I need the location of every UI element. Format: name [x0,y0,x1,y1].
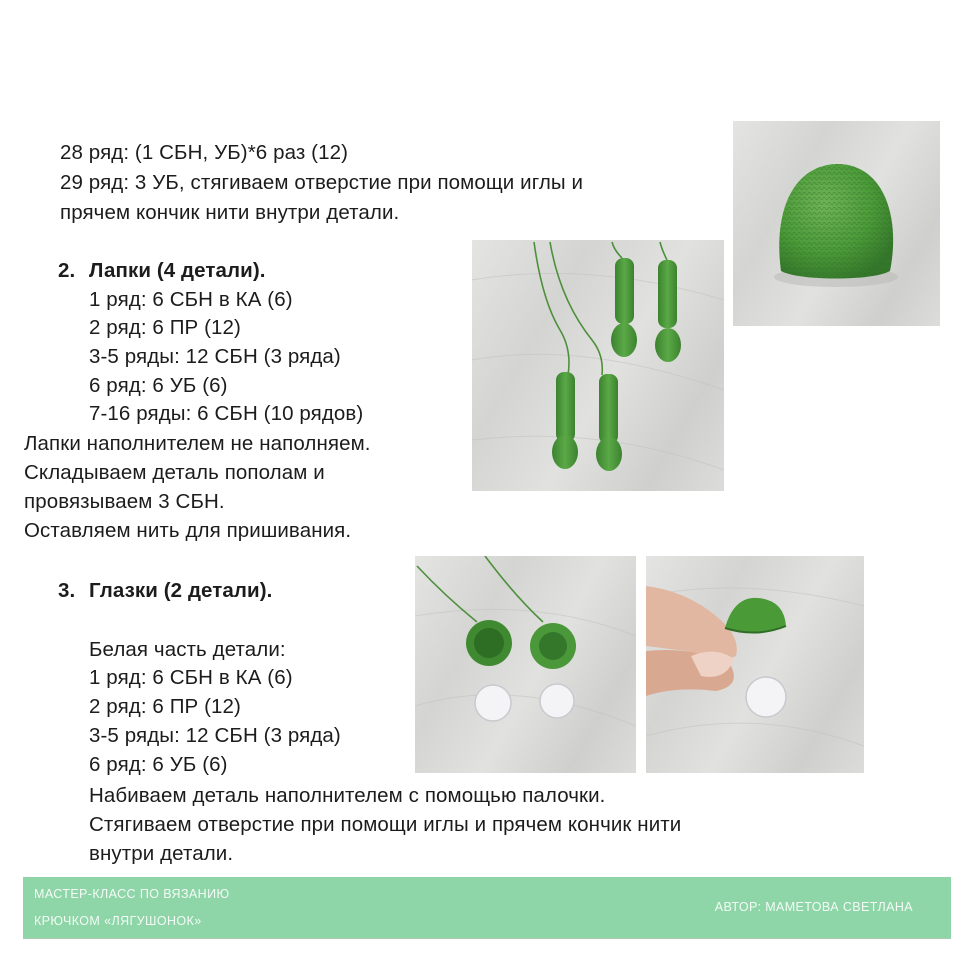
section3-row-4: 6 ряд: 6 УБ (6) [89,753,228,776]
photo-eye-parts [415,556,636,773]
section3-row-3: 3-5 ряды: 12 СБН (3 ряда) [89,724,341,747]
section2-row-2: 2 ряд: 6 ПР (12) [89,316,241,339]
section2-row-5: 7-16 ряды: 6 СБН (10 рядов) [89,402,364,425]
section3-title: Глазки (2 детали). [89,579,273,602]
intro-line-3: прячем кончик нити внутри детали. [60,201,400,224]
section3-note-2: Стягиваем отверстие при помощи иглы и прячем кончик нити [89,813,682,836]
intro-line-2: 29 ряд: 3 УБ, стягиваем отверстие при помощи иглы и [60,171,584,194]
section3-row-2: 2 ряд: 6 ПР (12) [89,695,241,718]
section2-number: 2. [58,259,76,282]
section2-row-3: 3-5 ряды: 12 СБН (3 ряда) [89,345,341,368]
section2-note-2: Складываем деталь пополам и [24,461,325,484]
section2-note-3: провязываем 3 СБН. [24,490,225,513]
section3-number: 3. [58,579,76,602]
section2-title: Лапки (4 детали). [89,259,266,282]
footer-series-line-1: МАСТЕР-КЛАСС ПО ВЯЗАНИЮ [34,887,230,901]
section2-row-4: 6 ряд: 6 УБ (6) [89,374,228,397]
section2-row-1: 1 ряд: 6 СБН в КА (6) [89,288,293,311]
section3-row-1: 1 ряд: 6 СБН в КА (6) [89,666,293,689]
section2-note-1: Лапки наполнителем не наполняем. [24,432,371,455]
section2-note-4: Оставляем нить для пришивания. [24,519,352,542]
photo-legs [472,240,724,491]
photo-eye-in-hand [646,556,864,773]
section3-note-1: Набиваем деталь наполнителем с помощью палочки. [89,784,606,807]
section3-note-3: внутри детали. [89,842,234,865]
footer-series-line-2: КРЮЧКОМ «ЛЯГУШОНОК» [34,914,202,928]
photo-head-dome [733,121,940,326]
intro-line-1: 28 ряд: (1 СБН, УБ)*6 раз (12) [60,141,348,164]
section3-subtitle: Белая часть детали: [89,638,286,661]
footer-author: АВТОР: МАМЕТОВА СВЕТЛАНА [714,900,913,914]
